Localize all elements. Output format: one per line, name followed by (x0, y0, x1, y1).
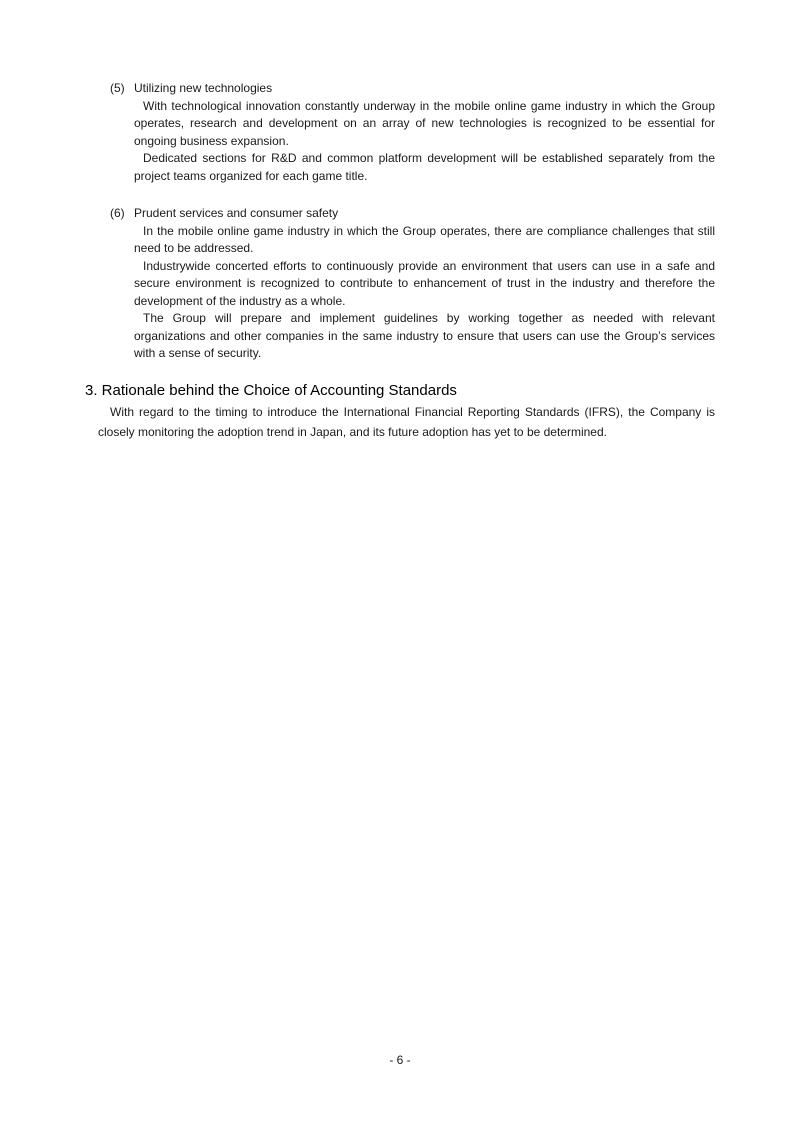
paragraph: With technological innovation constantly underway in the mobile online game industry in which the Group operates, research and development on an array of new technologies is recognized to be essential for ongoing business expansion. (134, 98, 715, 148)
item-title: Prudent services and consumer safety (134, 206, 339, 220)
paragraph: Industrywide concerted efforts to continuously provide an environment that users can use in a safe and secure environment is recognized to contribute to enhancement of trust in the industry and therefore the development of the industry as a whole. (134, 258, 715, 308)
section-body: With regard to the timing to introduce the International Financial Reporting Standards (IFRS), the Company is closely monitoring the adoption trend in Japan, and its future adoption has yet to be determined. (98, 405, 715, 439)
item-utilizing-new-technologies (110, 80, 715, 185)
page-number: - 6 - (389, 1053, 411, 1067)
paragraph: Dedicated sections for R&D and common platform development will be established separately from the project teams organized for each game title. (134, 151, 715, 183)
paragraph: In the mobile online game industry in which the Group operates, there are compliance challenges that still need to be addressed. (134, 223, 715, 255)
paragraph: The Group will prepare and implement guidelines by working together as needed with relevant organizations and other companies in the same industry to ensure that users can use the Group’s services with a sense of security. (134, 311, 715, 360)
item-number: (6) (110, 206, 125, 220)
item-heading (110, 80, 715, 98)
item-title: Utilizing new technologies (134, 81, 273, 95)
item-heading (110, 205, 715, 223)
item-number: (5) (110, 81, 125, 95)
item-prudent-services (110, 205, 715, 363)
section-heading: 3. Rationale behind the Choice of Accounting Standards (85, 382, 457, 399)
